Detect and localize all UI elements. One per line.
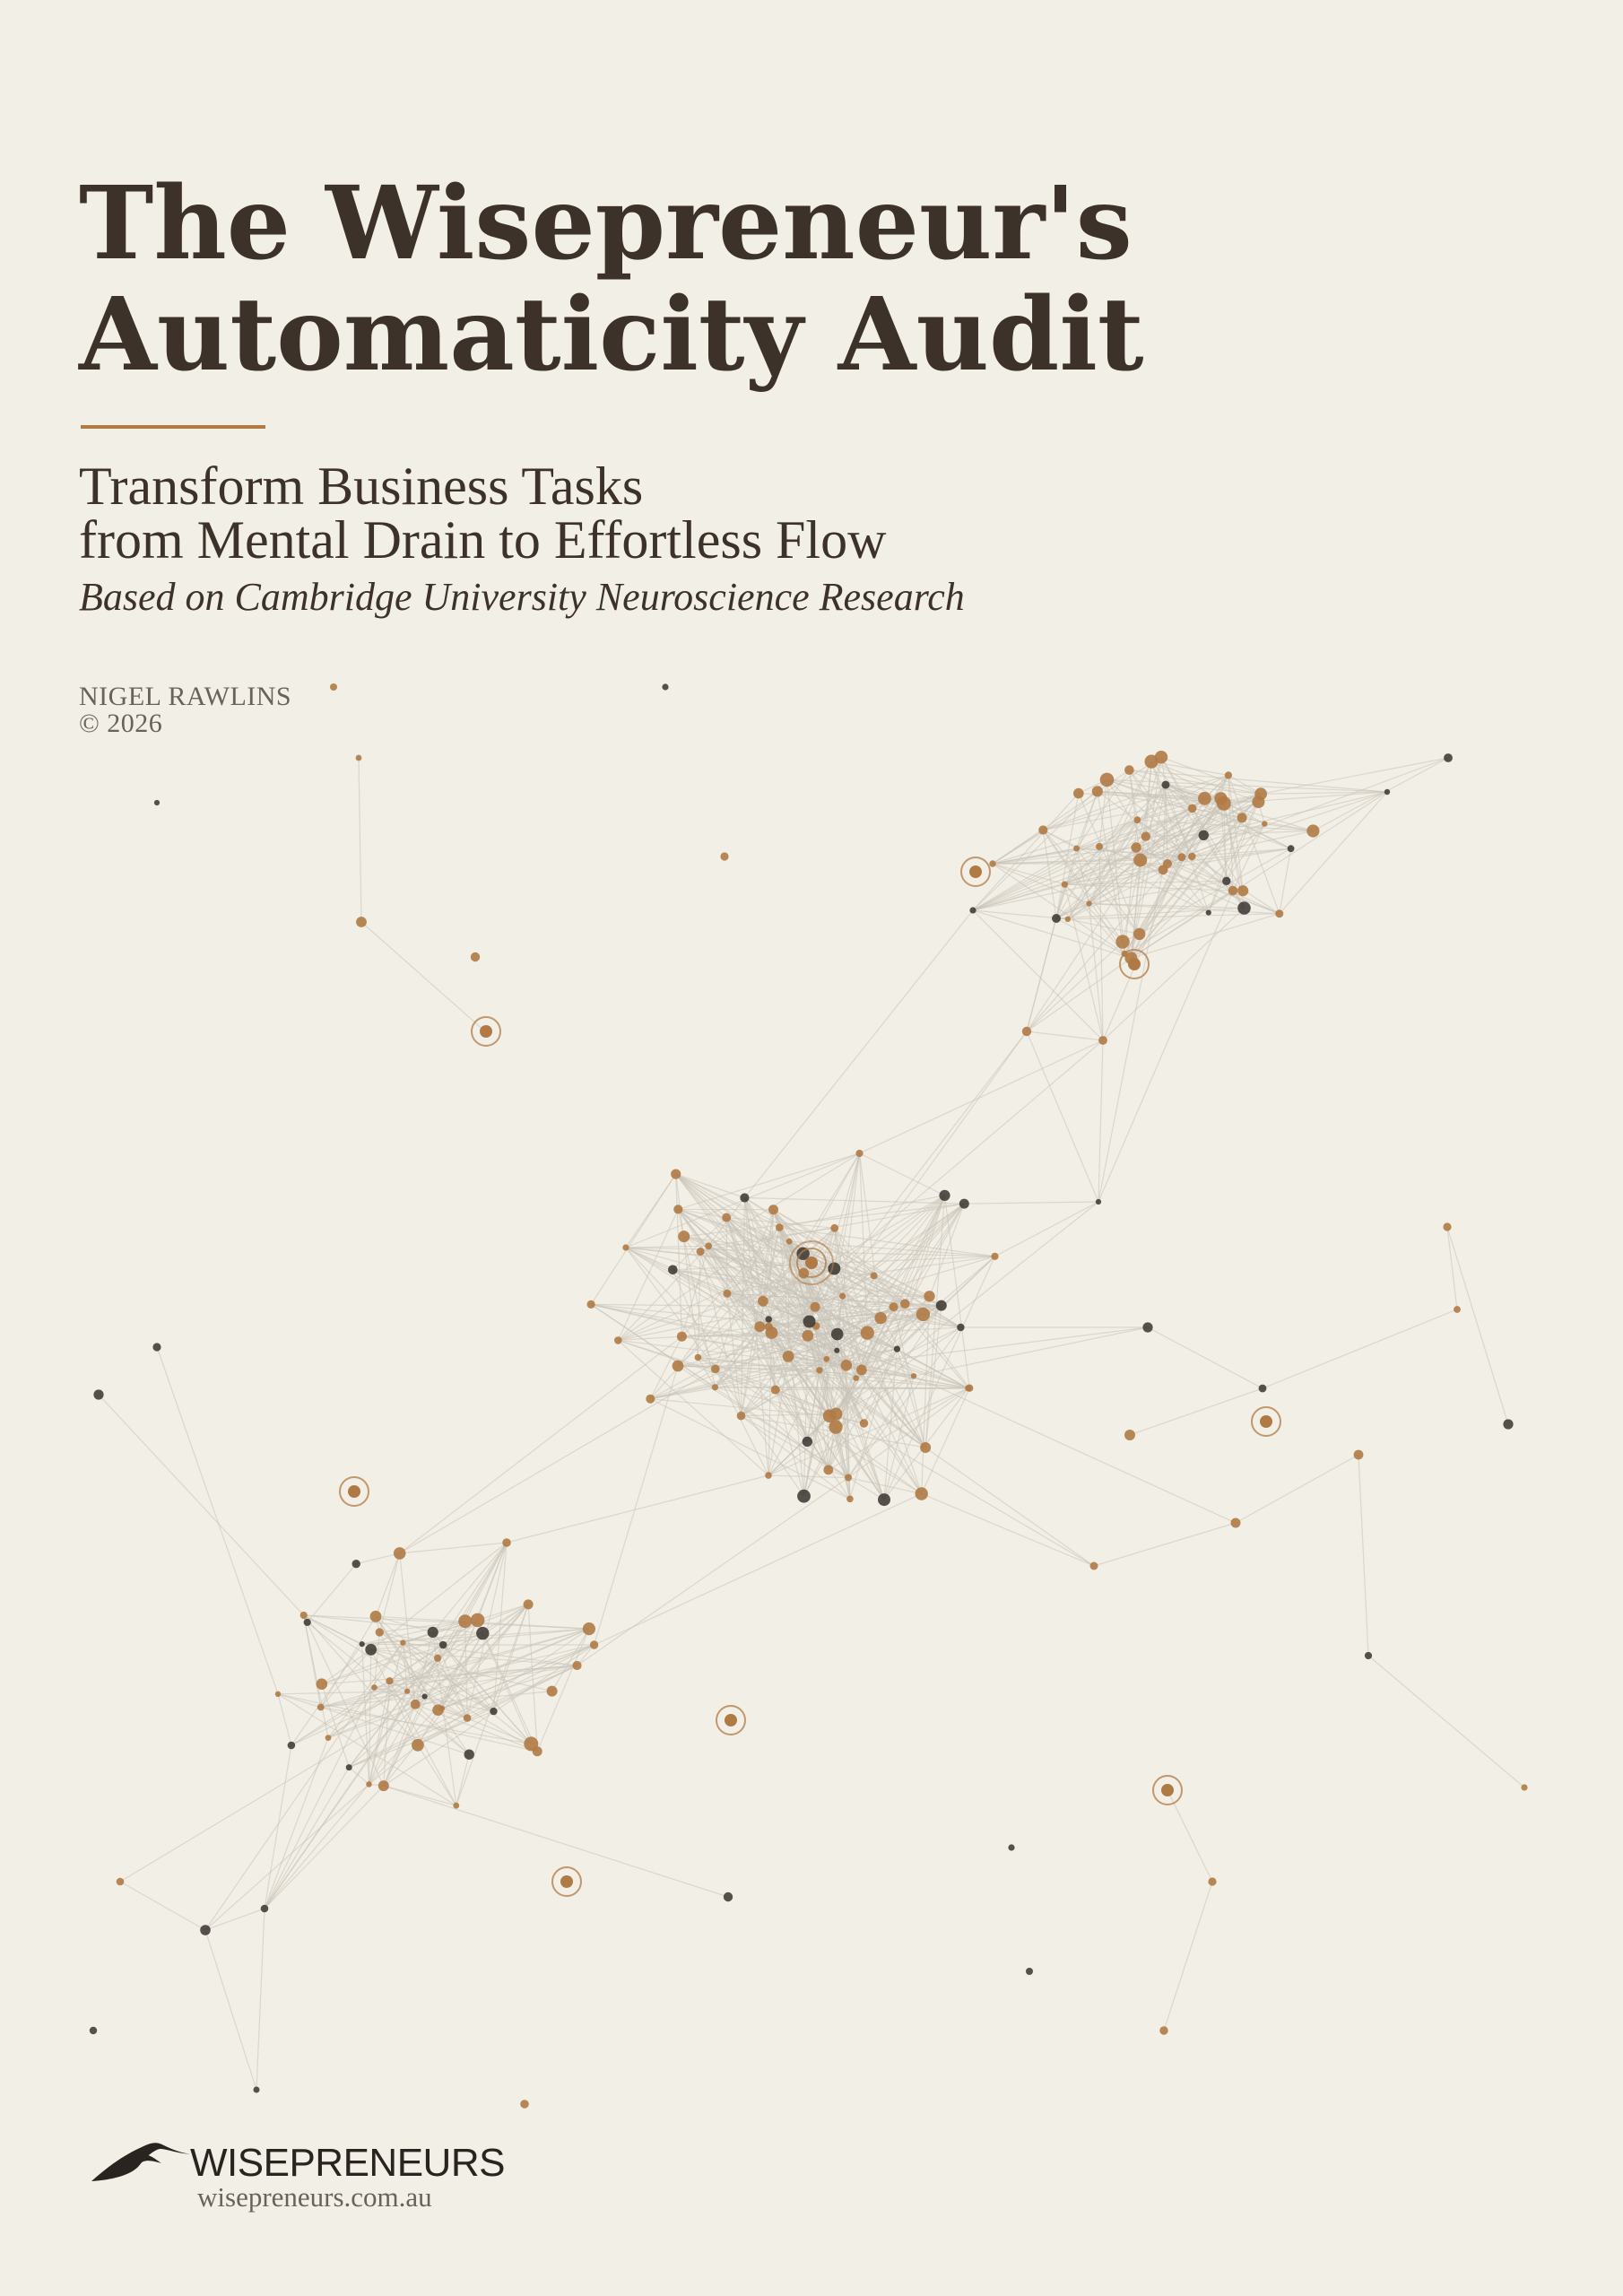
- network-node: [662, 683, 668, 690]
- network-node: [831, 1328, 844, 1341]
- network-node: [765, 1472, 772, 1479]
- network-node: [957, 1324, 964, 1331]
- network-edge: [577, 1478, 849, 1666]
- network-node: [1288, 845, 1295, 852]
- network-node: [464, 1750, 474, 1760]
- network-node: [939, 1190, 950, 1201]
- network-edge: [456, 1754, 469, 1805]
- network-edge: [205, 1909, 265, 1930]
- network-node: [1008, 1844, 1014, 1850]
- network-node: [646, 1395, 655, 1404]
- network-edge: [860, 1040, 1104, 1153]
- network-edge: [1027, 942, 1123, 1031]
- network-nodes: [90, 683, 1528, 2109]
- network-node: [590, 1640, 598, 1648]
- network-node: [841, 1360, 853, 1371]
- network-node: [1208, 1877, 1216, 1885]
- network-node: [1262, 821, 1267, 826]
- network-node: [1275, 909, 1283, 918]
- network-node: [1073, 788, 1084, 799]
- network-edge: [256, 1909, 265, 2090]
- network-node: [890, 1302, 898, 1311]
- network-node: [1141, 831, 1150, 840]
- network-node: [428, 1627, 438, 1638]
- network-node: [360, 1641, 365, 1647]
- network-node: [1354, 1450, 1364, 1460]
- network-edge: [205, 1930, 256, 2090]
- network-node: [476, 1627, 489, 1639]
- network-node: [261, 1905, 269, 1913]
- network-node: [1237, 885, 1248, 896]
- network-node: [1142, 1322, 1152, 1332]
- network-node: [366, 1781, 372, 1787]
- network-edge: [1313, 758, 1448, 831]
- network-node: [471, 952, 480, 961]
- network-node: [712, 1384, 718, 1390]
- network-edge: [1098, 1040, 1103, 1202]
- network-node: [154, 800, 160, 805]
- network-node: [583, 1622, 595, 1635]
- network-edge: [384, 1786, 728, 1897]
- network-edge: [964, 1202, 1098, 1204]
- network-node: [783, 1351, 794, 1362]
- network-hub-node: [1252, 1407, 1280, 1436]
- network-edge: [1027, 1031, 1103, 1040]
- network-node: [1206, 910, 1211, 916]
- network-node: [330, 683, 337, 691]
- network-node: [969, 907, 976, 913]
- network-hub-node: [340, 1477, 369, 1506]
- network-node: [1073, 846, 1080, 852]
- network-edge: [922, 1494, 1094, 1567]
- network-node: [871, 1272, 878, 1279]
- network-edge: [356, 1553, 400, 1564]
- network-node: [668, 1265, 678, 1275]
- network-node: [1022, 1027, 1031, 1036]
- network-hub-node: [790, 1241, 833, 1284]
- network-node: [1131, 842, 1141, 852]
- network-edge: [836, 1414, 1094, 1567]
- network-node: [765, 1316, 772, 1323]
- network-node: [422, 1693, 428, 1699]
- network-edge: [308, 1564, 357, 1622]
- network-node: [356, 755, 362, 761]
- network-node: [622, 1244, 629, 1250]
- network-node: [412, 1739, 424, 1752]
- research-tagline: Based on Cambridge University Neuroscience Research: [79, 575, 965, 619]
- document-subtitle: [79, 457, 1245, 570]
- network-node: [458, 1614, 472, 1628]
- network-edge: [265, 1658, 438, 1909]
- network-node: [754, 1321, 765, 1332]
- network-edge: [400, 1336, 682, 1553]
- network-node: [400, 1639, 405, 1645]
- network-hub-node: [716, 1706, 745, 1735]
- network-node: [386, 1677, 393, 1684]
- network-node: [722, 1213, 731, 1222]
- network-node: [1134, 816, 1141, 823]
- network-edge: [1447, 1227, 1457, 1309]
- network-node: [671, 1170, 681, 1179]
- network-node: [1159, 2026, 1167, 2034]
- network-node: [924, 1291, 934, 1301]
- network-node: [200, 1925, 211, 1935]
- network-node: [1026, 1968, 1033, 1975]
- network-edge: [1358, 1455, 1368, 1656]
- network-node: [811, 1302, 820, 1312]
- network-node: [587, 1300, 595, 1309]
- network-hub-node: [472, 1017, 500, 1046]
- network-node: [1124, 765, 1134, 775]
- network-node: [830, 1224, 838, 1232]
- network-node: [356, 917, 367, 927]
- network-node: [677, 1332, 687, 1342]
- network-edge: [265, 1786, 384, 1909]
- network-node: [371, 1684, 378, 1691]
- title-line-2: Automaticity Audit: [79, 276, 1144, 394]
- document-title: [79, 165, 1334, 394]
- network-node: [823, 1465, 833, 1475]
- network-node: [317, 1704, 325, 1711]
- network-edge: [265, 1745, 291, 1909]
- network-node: [920, 1442, 931, 1453]
- network-node: [1100, 773, 1115, 787]
- network-edge: [400, 1369, 716, 1553]
- network-edge: [265, 1768, 349, 1909]
- network-node: [1454, 1306, 1461, 1313]
- network-node: [1214, 792, 1227, 804]
- subtitle-line-1: Transform Business Tasks: [79, 457, 644, 516]
- subtitle-line-2: from Mental Drain to Effortless Flow: [79, 510, 887, 570]
- network-node: [1052, 914, 1061, 923]
- network-node: [771, 1386, 780, 1395]
- network-node: [432, 1704, 444, 1716]
- network-edge: [157, 1347, 278, 1694]
- brand-logo: [90, 2127, 628, 2217]
- network-node: [965, 1385, 971, 1391]
- network-node: [816, 1367, 822, 1373]
- network-node: [911, 1373, 916, 1378]
- network-edge: [384, 1645, 595, 1786]
- network-edge: [321, 1708, 532, 1744]
- title-line-1: The Wisepreneur's: [79, 165, 1133, 283]
- network-node: [365, 1644, 377, 1656]
- network-node: [900, 1300, 910, 1309]
- network-node: [117, 1878, 125, 1886]
- network-node: [490, 1708, 497, 1715]
- network-edge: [205, 1784, 369, 1930]
- network-node: [1177, 853, 1185, 861]
- network-edge: [595, 1366, 678, 1645]
- brand-url: wisepreneurs.com.au: [197, 2181, 432, 2213]
- network-edge: [1094, 1523, 1236, 1566]
- network-node: [1090, 1562, 1098, 1570]
- network-node: [855, 1150, 863, 1157]
- network-edges: [99, 757, 1524, 2090]
- network-node: [839, 1293, 846, 1300]
- network-node: [1038, 825, 1047, 834]
- network-edge: [120, 1882, 205, 1930]
- network-node: [1163, 859, 1172, 868]
- network-node: [93, 1389, 103, 1399]
- network-node: [1222, 877, 1230, 885]
- network-node: [471, 1613, 485, 1628]
- network-node: [1092, 786, 1103, 796]
- network-node: [1199, 831, 1209, 840]
- network-node: [1133, 928, 1145, 940]
- network-node: [853, 1375, 859, 1381]
- network-node: [547, 1686, 558, 1697]
- network-node: [758, 1296, 768, 1307]
- network-node: [786, 1239, 793, 1245]
- network-node: [1237, 901, 1251, 915]
- network-node: [936, 1300, 947, 1311]
- network-edge: [834, 1040, 1103, 1269]
- accent-divider: [81, 425, 265, 429]
- network-node: [1198, 792, 1211, 805]
- network-node: [1096, 843, 1103, 850]
- network-node: [823, 1356, 829, 1362]
- network-hub-node: [961, 857, 990, 886]
- network-edge: [1130, 1388, 1263, 1435]
- network-node: [304, 1619, 311, 1626]
- network-node: [1384, 789, 1390, 795]
- network-node: [673, 1361, 684, 1372]
- network-edge: [995, 1202, 1099, 1257]
- network-node: [803, 1437, 812, 1447]
- network-edge: [1027, 1031, 1098, 1202]
- network-node: [317, 1678, 328, 1690]
- network-node: [989, 860, 995, 866]
- network-hub-node: [1153, 1776, 1182, 1805]
- network-node: [524, 1736, 538, 1751]
- network-edge: [776, 1388, 968, 1390]
- network-node: [724, 1892, 733, 1901]
- author-name: NIGEL RAWLINS: [79, 682, 292, 711]
- network-node: [1188, 853, 1195, 860]
- network-edge: [376, 1553, 400, 1616]
- network-edge: [925, 1448, 1094, 1566]
- network-node: [768, 1205, 778, 1214]
- mountain-swoosh-icon: [90, 2127, 197, 2190]
- network-edge: [1447, 1227, 1508, 1424]
- network-edge: [1236, 1455, 1358, 1523]
- network-node: [1145, 755, 1159, 769]
- network-edge: [914, 1376, 1236, 1523]
- network-node: [991, 1253, 998, 1260]
- network-edge: [507, 1475, 768, 1543]
- network-node: [453, 1803, 459, 1809]
- network-node: [1065, 917, 1071, 922]
- network-node: [370, 1611, 382, 1622]
- network-node: [915, 1487, 927, 1500]
- network-edge: [278, 1694, 321, 1708]
- network-node: [916, 1308, 930, 1321]
- network-node: [878, 1493, 890, 1506]
- network-node: [464, 1714, 472, 1722]
- network-node: [572, 1661, 581, 1670]
- network-node: [1503, 1419, 1513, 1429]
- network-edge: [914, 1327, 1148, 1376]
- network-node: [1098, 1036, 1107, 1045]
- network-edge: [626, 1174, 676, 1248]
- network-node: [1225, 771, 1232, 778]
- copyright-notice: © 2026: [79, 709, 163, 738]
- network-edge: [595, 1494, 922, 1646]
- network-node: [1062, 881, 1068, 887]
- network-node: [288, 1742, 296, 1750]
- network-node: [378, 1780, 389, 1791]
- network-node: [520, 2100, 529, 2109]
- network-edge: [1263, 1309, 1457, 1388]
- network-edge: [304, 1615, 362, 1644]
- network-edge: [361, 922, 485, 1031]
- network-node: [797, 1490, 811, 1503]
- network-node: [254, 2087, 260, 2093]
- network-node: [439, 1641, 447, 1649]
- network-edge: [120, 1704, 415, 1882]
- network-node: [1306, 824, 1319, 837]
- network-node: [678, 1231, 690, 1242]
- network-edge: [860, 1153, 945, 1196]
- network-node: [894, 1346, 900, 1352]
- network-node: [776, 1223, 784, 1231]
- author-block: [79, 683, 291, 737]
- network-node: [845, 1474, 852, 1482]
- network-node: [1444, 753, 1453, 762]
- network-node: [152, 1343, 161, 1351]
- network-node: [1365, 1652, 1372, 1659]
- network-node: [740, 1193, 749, 1202]
- network-node: [829, 1408, 842, 1421]
- network-node: [1231, 1518, 1241, 1528]
- network-edge: [1368, 1656, 1524, 1787]
- network-node: [874, 1312, 886, 1324]
- network-node: [737, 1412, 746, 1421]
- network-node: [720, 852, 728, 860]
- network-edge: [265, 1738, 328, 1909]
- network-node: [376, 1628, 384, 1636]
- network-node: [959, 1199, 969, 1209]
- network-node: [404, 1689, 410, 1694]
- network-node: [1086, 900, 1091, 906]
- network-node: [614, 1336, 622, 1344]
- network-node: [1124, 1430, 1135, 1440]
- network-node: [1443, 1222, 1451, 1231]
- network-edge: [1167, 1790, 1212, 1882]
- network-node: [860, 1419, 869, 1428]
- network-edge: [359, 758, 361, 922]
- network-node: [411, 1700, 421, 1709]
- network-node: [802, 1330, 813, 1342]
- network-node: [1259, 1385, 1267, 1393]
- network-node: [352, 1560, 360, 1568]
- network-node: [1252, 796, 1264, 808]
- network-node: [524, 1599, 534, 1609]
- network-node: [711, 1365, 720, 1374]
- network-edge: [99, 1395, 304, 1615]
- network-node: [673, 1205, 682, 1213]
- network-node: [434, 1655, 441, 1662]
- network-node: [1115, 935, 1129, 948]
- network-node: [1133, 854, 1147, 867]
- network-node: [502, 1538, 511, 1547]
- network-edge: [1148, 1327, 1263, 1388]
- network-node: [90, 2027, 97, 2034]
- network-node: [1188, 804, 1197, 813]
- network-node: [1096, 1199, 1101, 1205]
- network-node: [325, 1735, 332, 1741]
- network-node: [856, 1365, 867, 1376]
- network-node: [723, 1290, 731, 1298]
- network-node: [705, 1242, 712, 1249]
- network-edge: [369, 1649, 371, 1784]
- network-node: [1228, 886, 1238, 896]
- network-node: [846, 1496, 854, 1503]
- network-edge: [1164, 1882, 1212, 2031]
- network-node: [803, 1316, 816, 1328]
- network-node: [695, 1354, 702, 1361]
- network-node: [697, 1248, 705, 1256]
- network-node: [1237, 813, 1247, 822]
- network-node: [766, 1326, 778, 1339]
- network-edge: [1261, 758, 1448, 794]
- network-node: [300, 1612, 308, 1619]
- network-node: [346, 1764, 352, 1770]
- brand-name: WISEPRENEURS: [190, 2141, 505, 2185]
- network-hub-node: [552, 1867, 581, 1896]
- network-node: [1521, 1784, 1527, 1790]
- network-node: [834, 1348, 839, 1353]
- network-node: [1162, 781, 1170, 789]
- network-node: [275, 1692, 281, 1697]
- network-node: [394, 1547, 406, 1560]
- network-node: [861, 1326, 874, 1340]
